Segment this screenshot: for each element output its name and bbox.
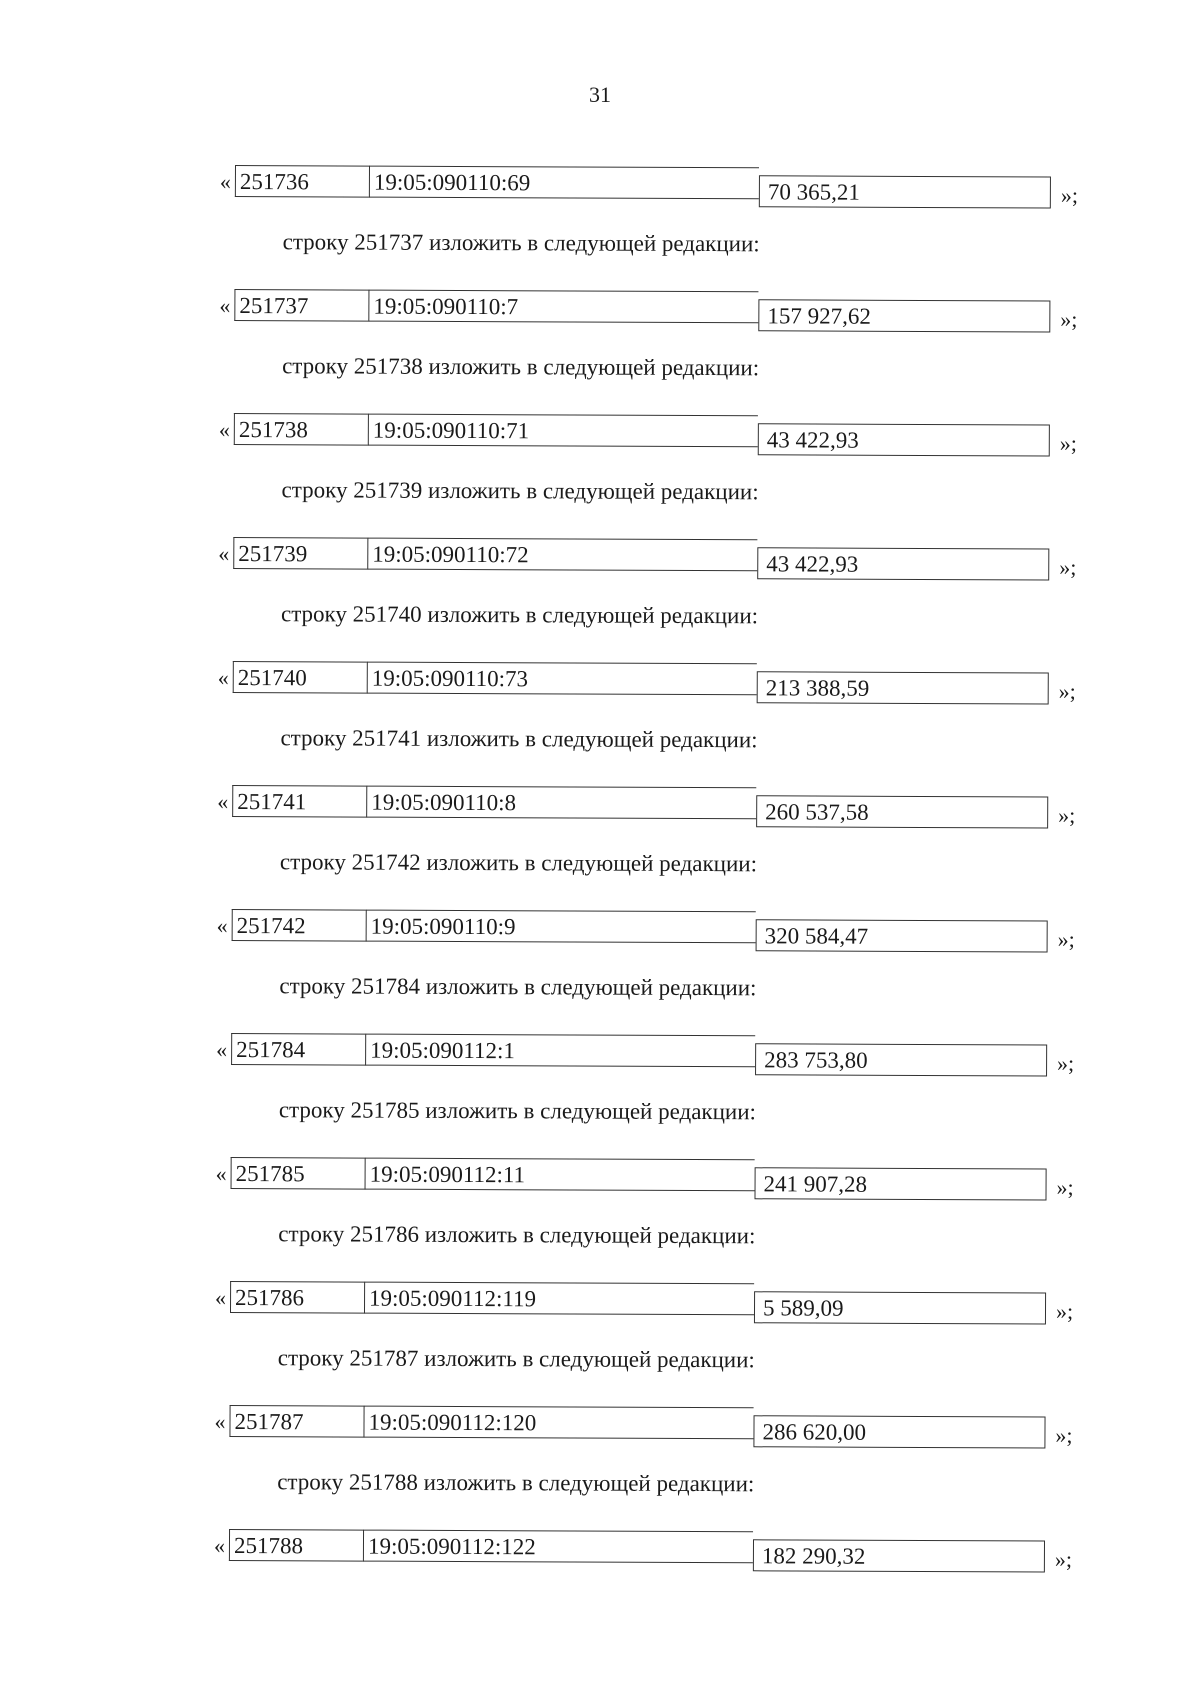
table-row [217,661,1093,753]
instruction-text: строку 251737 изложить в следующей редакции: [282,229,760,257]
open-quote: « [215,1160,227,1186]
cadastral-number-cell: 19:05:090110:8 [366,786,756,820]
cadastral-value-cell: 182 290,32 [753,1539,1045,1572]
instruction-text: строку 251738 изложить в следующей редакции: [282,353,760,381]
row-number-cell: 251742 [232,909,366,942]
row-number-cell: 251788 [229,1529,363,1562]
cadastral-number-cell: 19:05:090110:72 [367,538,757,572]
close-quote: »; [1055,1422,1073,1448]
table-row [213,1529,1089,1572]
row-number-cell: 251786 [230,1281,364,1314]
instruction-text: строку 251785 изложить в следующей редакции: [278,1097,756,1125]
cadastral-value-cell: 320 584,47 [756,919,1048,952]
open-quote: « [219,292,231,318]
cadastral-value-cell: 43 422,93 [758,423,1050,456]
open-quote: « [218,540,230,566]
close-quote: »; [1058,678,1076,704]
close-quote: »; [1059,430,1077,456]
table-row [218,537,1093,629]
cadastral-value-cell: 5 589,09 [754,1291,1046,1324]
open-quote: « [219,168,231,194]
page-number: 31 [589,82,611,107]
table-row [215,1157,1091,1249]
cadastral-value-cell: 241 907,28 [754,1167,1046,1200]
row-number-cell: 251784 [231,1033,365,1066]
cadastral-number-cell: 19:05:090110:7 [368,290,758,324]
table-row [215,1281,1090,1373]
table-row [214,1405,1089,1497]
row-number-cell: 251785 [231,1157,365,1190]
cadastral-number-cell: 19:05:090112:120 [363,1406,753,1440]
cadastral-value-cell: 70 365,21 [759,175,1051,208]
open-quote: « [214,1408,226,1434]
table-row [216,909,1092,1001]
close-quote: »; [1060,306,1078,332]
table-row [216,1033,1091,1125]
cadastral-number-cell: 19:05:090112:1 [365,1034,755,1068]
row-number-cell: 251741 [232,785,366,818]
cadastral-value-cell: 286 620,00 [753,1415,1045,1448]
row-number-cell: 251736 [235,165,369,198]
instruction-text: строку 251742 изложить в следующей редакции: [279,849,758,877]
row-number-cell: 251737 [234,289,368,322]
instruction-text: строку 251739 изложить в следующей редакции: [281,477,759,505]
close-quote: »; [1054,1546,1073,1572]
close-quote: »; [1057,926,1075,952]
row-number-cell: 251738 [234,413,368,446]
cadastral-value-cell: 283 753,80 [755,1043,1047,1076]
open-quote: « [215,1284,227,1310]
instruction-text: строку 251787 изложить в следующей редакции: [277,1345,755,1373]
cadastral-number-cell: 19:05:090110:71 [368,414,758,448]
open-quote: « [217,788,229,814]
cadastral-number-cell: 19:05:090110:73 [367,662,757,696]
instruction-text: строку 251740 изложить в следующей редакции: [280,601,759,629]
amendment-list [213,165,1095,1657]
table-row [219,165,1095,257]
close-quote: »; [1060,182,1079,208]
open-quote: « [216,1036,228,1062]
row-number-cell: 251739 [233,537,367,570]
close-quote: »; [1056,1174,1074,1200]
cadastral-number-cell: 19:05:090110:9 [366,910,756,944]
close-quote: »; [1055,1298,1074,1324]
table-row [217,785,1092,877]
cadastral-value-cell: 157 927,62 [758,299,1050,332]
instruction-text: строку 251741 изложить в следующей редакции: [280,725,758,753]
close-quote: »; [1059,554,1077,580]
cadastral-number-cell: 19:05:090110:69 [369,166,759,200]
table-row [218,413,1094,505]
row-number-cell: 251740 [233,661,367,694]
instruction-text: строку 251786 изложить в следующей редакции: [278,1221,756,1249]
open-quote: « [213,1532,226,1558]
close-quote: »; [1058,802,1076,828]
cadastral-value-cell: 213 388,59 [757,671,1049,704]
cadastral-number-cell: 19:05:090112:11 [365,1158,755,1192]
row-number-cell: 251787 [229,1405,363,1438]
open-quote: « [218,416,230,442]
cadastral-value-cell: 260 537,58 [756,795,1048,828]
table-row [219,289,1094,381]
open-quote: « [216,912,228,938]
cadastral-number-cell: 19:05:090112:122 [363,1530,753,1564]
instruction-text: строку 251784 изложить в следующей редакции: [279,973,757,1001]
close-quote: »; [1057,1050,1075,1076]
instruction-text: строку 251788 изложить в следующей редакции: [277,1469,755,1497]
open-quote: « [217,664,229,690]
cadastral-value-cell: 43 422,93 [757,547,1049,580]
cadastral-number-cell: 19:05:090112:119 [364,1282,754,1316]
